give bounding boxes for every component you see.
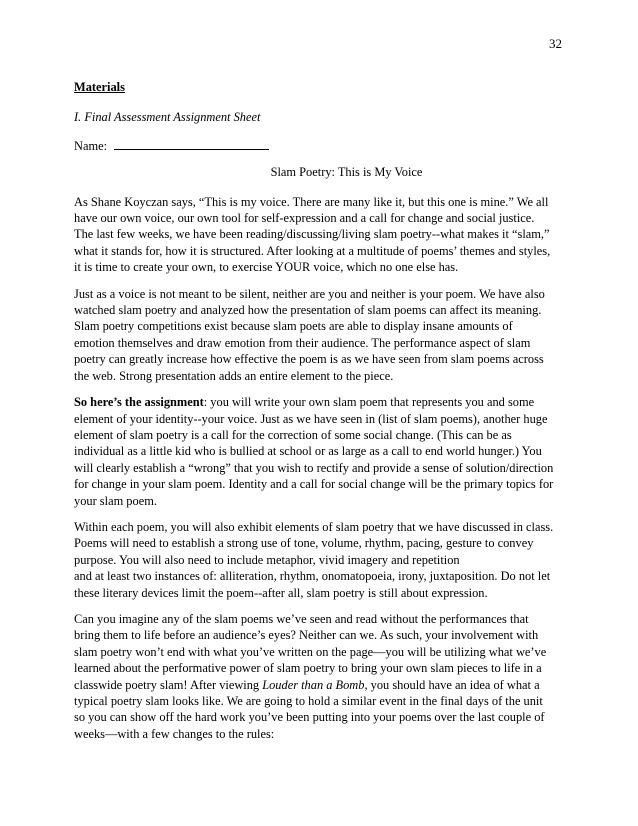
text-line: watched slam poetry and analyzed how the presentation of slam poems can affect its meaning. <box>74 303 542 318</box>
paragraph-performance <box>74 611 569 742</box>
text-line: your slam poem. <box>74 493 157 508</box>
text-line: Within each poem, you will also exhibit elements of slam poetry that we have discussed in class. <box>74 519 554 534</box>
mixed-text-post: , you should have an idea of what a <box>364 677 540 692</box>
text-line: so you can show off the hard work you’ve been putting into your poems over the last couple of <box>74 710 545 725</box>
text-line: poetry can greatly increase how effective the poem is as we have seen from slam poems across <box>74 352 544 367</box>
text-line: weeks—with a few changes to the rules: <box>74 726 275 741</box>
text-line <box>74 394 569 410</box>
text-line: it is time to create your own, to exercise YOUR voice, which no one else has. <box>74 260 459 275</box>
text-line: emotion themselves and draw emotion from their audience. The performance aspect of slam <box>74 335 531 350</box>
text-line: purpose. You will also need to include metaphor, vivid imagery and repetition <box>74 552 460 567</box>
text-line: Just as a voice is not meant to be silent, neither are you and neither is your poem. We have also <box>74 286 545 301</box>
assignment-title: Slam Poetry: This is My Voice <box>270 165 423 180</box>
page-number: 32 <box>549 36 562 51</box>
text-line: element of slam poetry is a call for the correction of some social change. (This can be as <box>74 427 512 442</box>
paragraph-elements <box>74 519 569 601</box>
document-body <box>74 79 569 752</box>
text-line: The last few weeks, we have been reading/discussing/living slam poetry--what makes it “slam,” <box>74 227 550 242</box>
name-blank-line <box>114 139 269 150</box>
name-label: Name: <box>74 138 108 153</box>
text-line: slam poetry won’t end with what you’ve written on the page—you will be utilizing what we’ve <box>74 644 547 659</box>
text-line: As Shane Koyczan says, “This is my voice. There are many like it, but this one is mine.” We all <box>74 194 549 209</box>
assignment-lead-rest: : you will write your own slam poem that represents you and some <box>203 395 535 410</box>
text-line: these literary devices limit the poem--after all, slam poetry is still about expression. <box>74 585 488 600</box>
paragraph-assignment <box>74 394 569 509</box>
text-line: the web. Strong presentation adds an entire element to the piece. <box>74 368 394 383</box>
name-line <box>74 138 569 154</box>
paragraph-voice <box>74 286 569 384</box>
text-line: what it stands for, how it is structured. After looking at a multitude of poems’ themes and styles, <box>74 243 551 258</box>
paragraph-intro <box>74 194 569 276</box>
text-line: Slam poetry competitions exist because slam poets are able to display insane amounts of <box>74 319 513 334</box>
text-line: for change in your slam poem. Identity and a call for social change will be the primary topics for <box>74 477 554 492</box>
text-line: have our own voice, our own tool for self-expression and a call for change and social justice. <box>74 211 535 226</box>
text-line: Poems will need to establish a strong use of tone, volume, rhythm, pacing, gesture to convey <box>74 536 534 551</box>
text-line: will clearly establish a “wrong” that you wish to rectify and provide a sense of solution/direction <box>74 460 554 475</box>
section-heading: Materials <box>74 80 125 94</box>
assignment-lead-bold: So here’s the assignment <box>74 395 204 410</box>
text-line: and at least two instances of: alliteration, rhythm, onomatopoeia, irony, juxtaposition. Do not let <box>74 569 551 584</box>
text-line: typical poetry slam looks like. We are going to hold a similar event in the final days of the unit <box>74 694 543 708</box>
mixed-text-pre: classwide poetry slam! After viewing <box>74 677 263 692</box>
text-line <box>74 677 569 693</box>
film-title: Louder than a Bomb <box>262 677 365 692</box>
text-line: learned about the performative power of slam poetry to bring your own slam pieces to life in a <box>74 661 542 676</box>
text-line: bring them to life before an audience’s eyes? Neither can we. As such, your involvement with <box>74 628 539 643</box>
text-line: Can you imagine any of the slam poems we’ve seen and read without the performances that <box>74 611 529 626</box>
text-line: individual as a little kid who is bullied at school or as large as a call to end world hunger.) You <box>74 444 542 459</box>
text-line: element of your identity--your voice. Just as we have seen in (list of slam poems), another huge <box>74 411 548 426</box>
subheading: I. Final Assessment Assignment Sheet <box>74 110 261 125</box>
